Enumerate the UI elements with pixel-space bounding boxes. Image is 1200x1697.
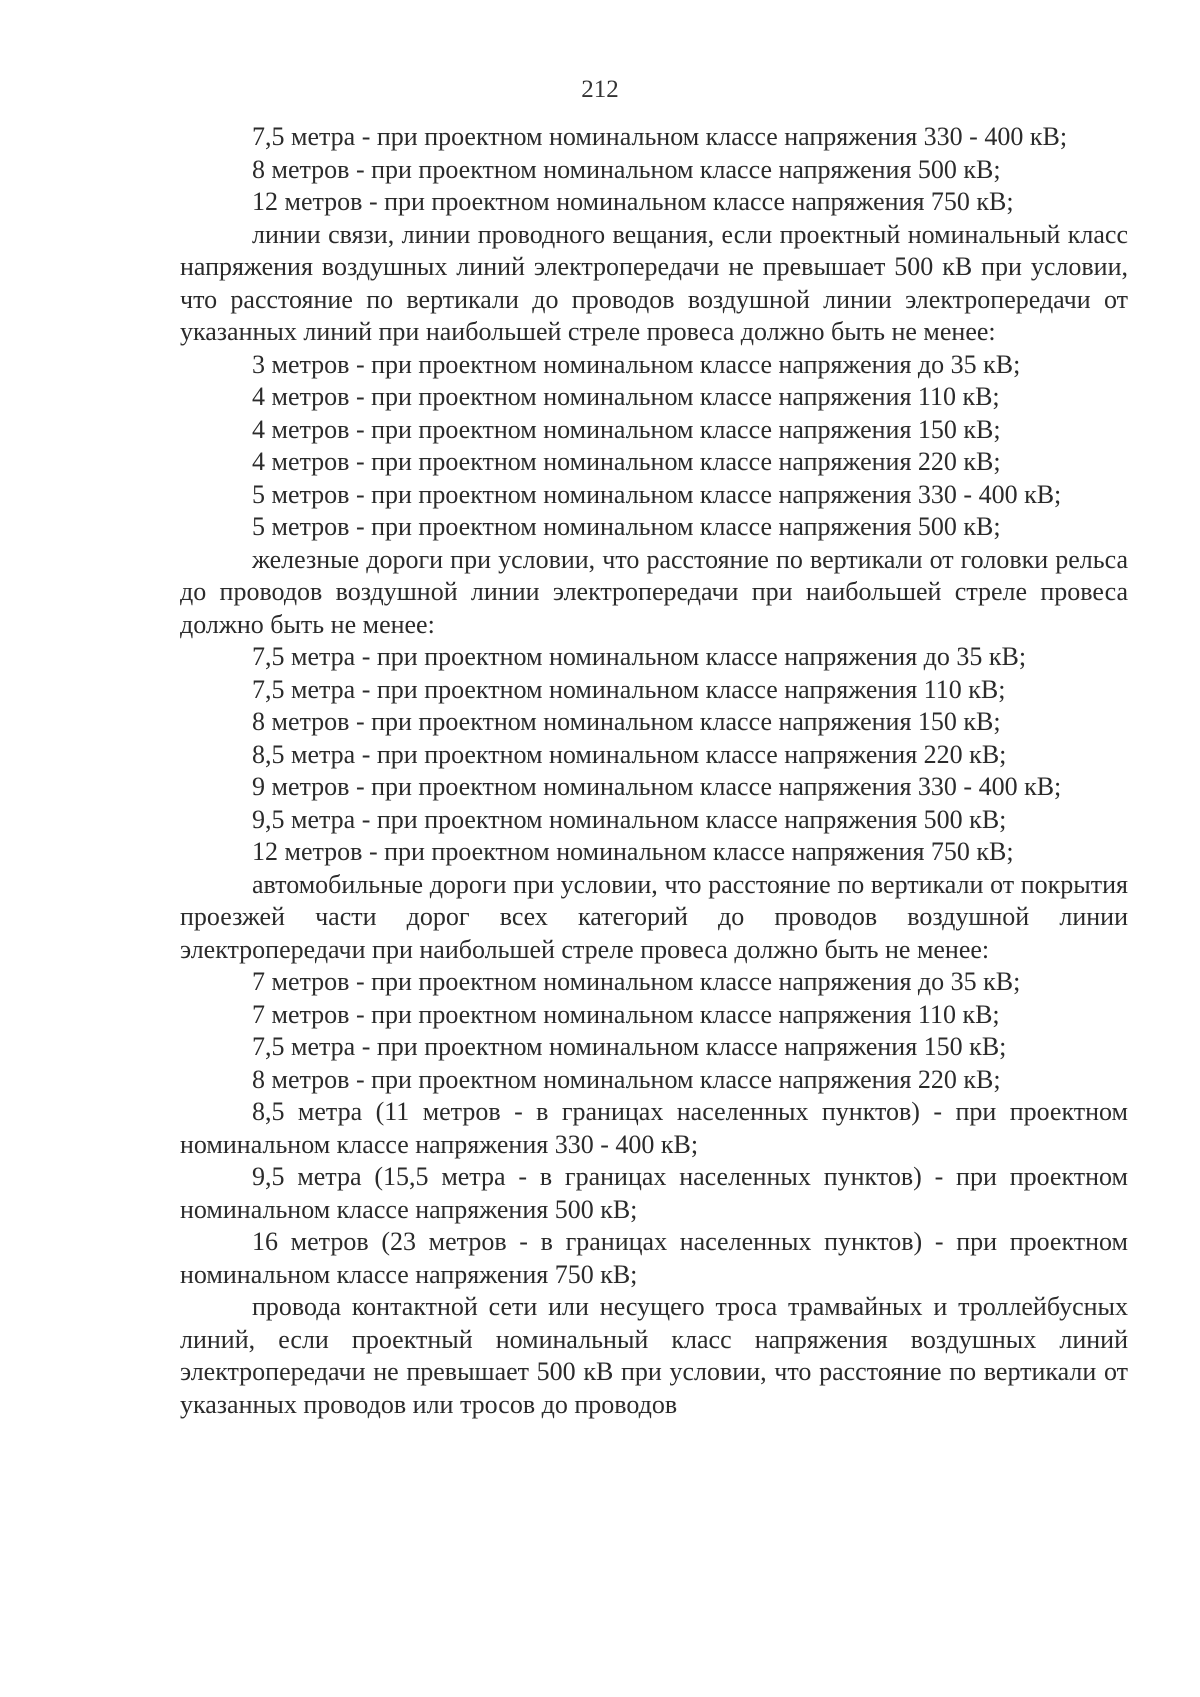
paragraph-14: 8 метров - при проектном номинальном классе напряжения 150 кВ;	[252, 707, 1001, 736]
paragraph-23: 8 метров - при проектном номинальном классе напряжения 220 кВ;	[252, 1064, 1001, 1094]
paragraph-20: 7 метров - при проектном номинальном классе напряжения до 35 кВ;	[252, 967, 1021, 996]
paragraph-8: 4 метров - при проектном номинальном классе напряжения 220 кВ;	[252, 447, 1001, 476]
paragraph-27: провода контактной сети или несущего троса трамвайных и троллейбусных линий, если проектный номинальный класс напряжения воздушных линий электропередачи не превышает 500 кВ при условии, что расстояние по вертикали от указанных проводов или тросов до проводов	[180, 1292, 1128, 1419]
paragraph-4: линии связи, линии проводного вещания, если проектный номинальный класс напряжения воздушных линий электропередачи не превышает 500 кВ при условии, что расстояние по вертикали до проводов воздушной линии электропередачи от указанных линий при наибольшей стреле провеса должно быть не менее:	[180, 219, 1128, 346]
paragraph-6: 4 метров - при проектном номинальном классе напряжения 110 кВ;	[252, 382, 1000, 411]
paragraph-9: 5 метров - при проектном номинальном классе напряжения 330 - 400 кВ;	[252, 479, 1062, 509]
paragraph-10: 5 метров - при проектном номинальном классе напряжения 500 кВ;	[252, 512, 1001, 541]
paragraph-24: 8,5 метра (11 метров - в границах населенных пунктов) - при проектном номинальном классе напряжения 330 - 400 кВ;	[180, 1097, 1128, 1159]
paragraph-26: 16 метров (23 метров - в границах населенных пунктов) - при проектном номинальном классе напряжения 750 кВ;	[180, 1227, 1128, 1289]
paragraph-16: 9 метров - при проектном номинальном классе напряжения 330 - 400 кВ;	[252, 772, 1062, 801]
paragraph-11: железные дороги при условии, что расстояние по вертикали от головки рельса до проводов воздушной линии электропередачи при наибольшей стреле провеса должно быть не менее:	[180, 544, 1128, 639]
paragraph-15: 8,5 метра - при проектном номинальном классе напряжения 220 кВ;	[252, 739, 1007, 769]
paragraph-3: 12 метров - при проектном номинальном классе напряжения 750 кВ;	[252, 187, 1014, 216]
document-body	[180, 121, 1128, 1421]
paragraph-22: 7,5 метра - при проектном номинальном классе напряжения 150 кВ;	[252, 1032, 1007, 1061]
paragraph-13: 7,5 метра - при проектном номинальном классе напряжения 110 кВ;	[252, 674, 1006, 704]
paragraph-21: 7 метров - при проектном номинальном классе напряжения 110 кВ;	[252, 999, 1000, 1029]
paragraph-5: 3 метров - при проектном номинальном классе напряжения до 35 кВ;	[252, 349, 1021, 379]
paragraph-2: 8 метров - при проектном номинальном классе напряжения 500 кВ;	[252, 154, 1001, 184]
paragraph-17: 9,5 метра - при проектном номинальном классе напряжения 500 кВ;	[252, 804, 1007, 834]
paragraph-18: 12 метров - при проектном номинальном классе напряжения 750 кВ;	[252, 837, 1014, 866]
page-number: 212	[581, 76, 619, 103]
paragraph-25: 9,5 метра (15,5 метра - в границах населенных пунктов) - при проектном номинальном классе напряжения 500 кВ;	[180, 1162, 1128, 1224]
paragraph-19: автомобильные дороги при условии, что расстояние по вертикали от покрытия проезжей части дорог всех категорий до проводов воздушной линии электропередачи при наибольшей стреле провеса должно быть не менее:	[180, 869, 1128, 964]
paragraph-7: 4 метров - при проектном номинальном классе напряжения 150 кВ;	[252, 414, 1001, 444]
paragraph-12: 7,5 метра - при проектном номинальном классе напряжения до 35 кВ;	[252, 642, 1027, 671]
paragraph-1: 7,5 метра - при проектном номинальном классе напряжения 330 - 400 кВ;	[252, 122, 1068, 151]
